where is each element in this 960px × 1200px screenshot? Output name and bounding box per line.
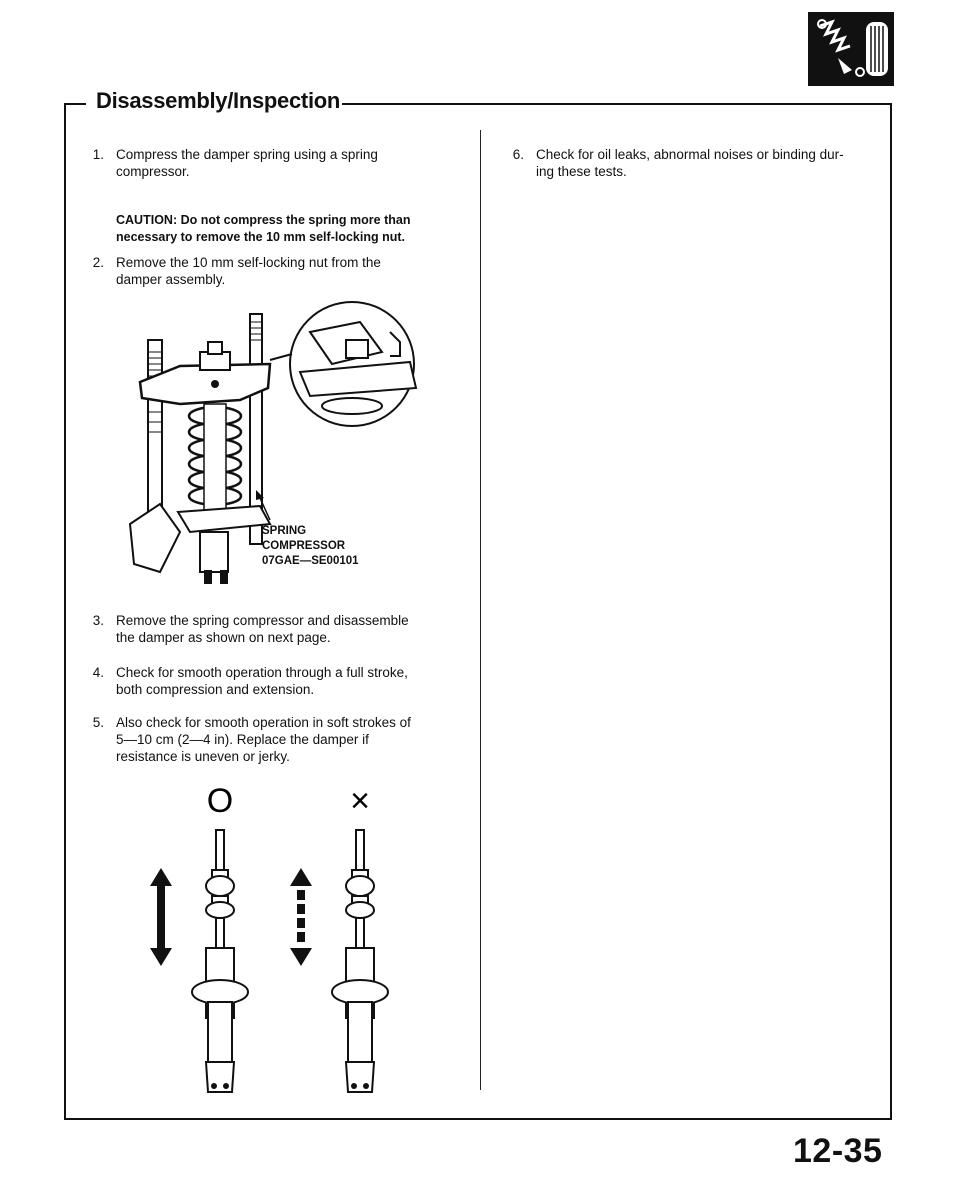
step-text-line: Check for oil leaks, abnormal noises or binding dur-: [536, 147, 844, 162]
caution-note: [116, 212, 456, 246]
step-number: 3.: [92, 613, 104, 628]
unacceptable-symbol: ×: [350, 782, 370, 820]
step-text-line: resistance is uneven or jerky.: [116, 749, 290, 764]
step-text-line: Also check for smooth operation in soft strokes of: [116, 715, 411, 730]
frame-top-left-rule: [64, 103, 86, 105]
step-text-line: both compression and extension.: [116, 682, 315, 697]
step-text-line: Remove the 10 mm self-locking nut from the: [116, 255, 381, 270]
spring-compressor-label: [262, 524, 359, 569]
damper-right-drawing: [332, 830, 388, 1092]
step-number: 6.: [512, 147, 524, 162]
frame-top-right-rule: [342, 103, 892, 105]
frame-bottom-rule: [64, 1118, 892, 1120]
caution-line: necessary to remove the 10 mm self-locking nut.: [116, 230, 405, 244]
section-title: Disassembly/Inspection: [96, 88, 341, 113]
step-text-line: Remove the spring compressor and disassemble: [116, 613, 409, 628]
damper-left-drawing: [192, 830, 248, 1092]
step-text-line: Check for smooth operation through a full stroke,: [116, 665, 408, 680]
soft-stroke-arrow-icon: [290, 868, 312, 966]
step-number: 5.: [92, 715, 104, 730]
frame-right-rule: [890, 103, 892, 1120]
column-divider: [480, 130, 481, 1090]
step-text-line: compressor.: [116, 164, 190, 179]
page-number: 12-35: [793, 1132, 883, 1170]
step-number: 1.: [92, 147, 104, 162]
step-number: 2.: [92, 255, 104, 270]
label-line: COMPRESSOR: [262, 540, 346, 552]
full-stroke-arrow-icon: [150, 868, 172, 966]
frame-left-rule: [64, 103, 66, 1120]
damper-stroke-check-illustration: [140, 770, 440, 1100]
step-text-line: Compress the damper spring using a spring: [116, 147, 378, 162]
step-text-line: the damper as shown on next page.: [116, 630, 331, 645]
step-text-line: damper assembly.: [116, 272, 226, 287]
shock-absorber-icon: [808, 12, 894, 86]
label-line: 07GAE—SE00101: [262, 555, 359, 567]
step-number: 4.: [92, 665, 104, 680]
caution-line: CAUTION: Do not compress the spring more than: [116, 213, 411, 227]
label-line: SPRING: [262, 525, 307, 537]
step-text-line: ing these tests.: [536, 164, 627, 179]
step-text-line: 5—10 cm (2—4 in). Replace the damper if: [116, 732, 369, 747]
acceptable-symbol: O: [206, 782, 234, 820]
